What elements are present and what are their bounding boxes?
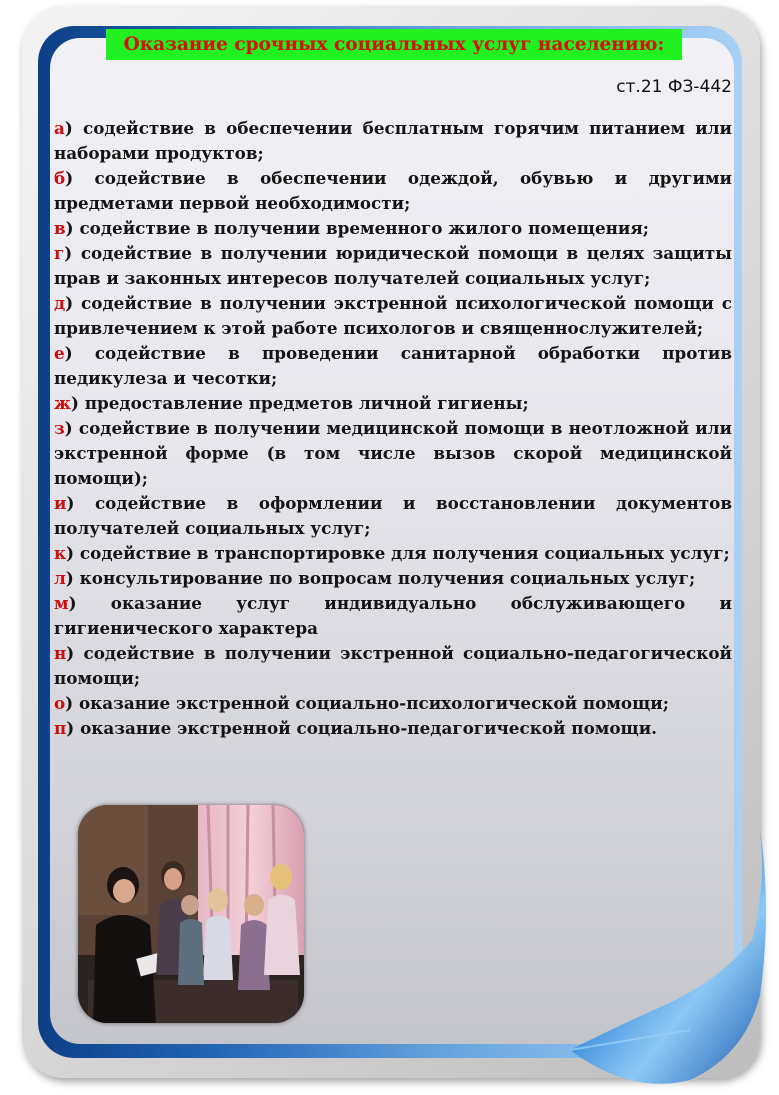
service-item [54, 166, 732, 216]
service-item [54, 591, 732, 641]
service-item [54, 116, 732, 166]
service-item [54, 341, 732, 391]
service-text: ) оказание экстренной социально-педагогической помощи. [66, 718, 657, 738]
page-title: Оказание срочных социальных услуг населению: [123, 34, 665, 55]
service-item [54, 216, 732, 241]
service-item [54, 541, 732, 566]
service-text: ) содействие в получении временного жилого помещения; [65, 218, 649, 238]
service-text: ) предоставление предметов личной гигиены; [70, 393, 529, 413]
service-letter: п [54, 718, 67, 738]
service-letter: о [54, 693, 66, 713]
service-item [54, 416, 732, 491]
service-letter: а [54, 118, 65, 138]
service-item [54, 691, 732, 716]
service-item [54, 566, 732, 591]
service-letter: д [54, 293, 66, 313]
service-letter: к [54, 543, 67, 563]
service-text: ) содействие в обеспечении одеждой, обувью и другими предметами первой необходимости; [54, 168, 732, 213]
title-banner [106, 29, 682, 60]
service-text: ) содействие в транспортировке для получения социальных услуг; [66, 543, 730, 563]
services-list [54, 116, 732, 741]
service-text: ) оказание услуг индивидуально обслуживающего и гигиенического характера [54, 593, 732, 638]
family-photo [78, 805, 304, 1023]
service-item [54, 241, 732, 291]
service-item [54, 716, 732, 741]
service-letter: е [54, 343, 65, 363]
service-letter: з [54, 418, 65, 438]
service-letter: в [54, 218, 66, 238]
service-text: ) содействие в оформлении и восстановлении документов получателей социальных услуг; [54, 493, 732, 538]
service-item [54, 291, 732, 341]
service-text: ) содействие в получении медицинской помощи в неотложной или экстренной форме (в том числе вызов скорой медицинской помощи); [54, 418, 732, 488]
photo-illustration [78, 805, 304, 1023]
service-letter: м [54, 593, 69, 613]
law-reference: ст.21 ФЗ-442 [616, 77, 732, 97]
service-letter: л [54, 568, 66, 588]
service-item [54, 391, 732, 416]
service-letter: г [54, 243, 65, 263]
service-letter: б [54, 168, 66, 188]
service-text: ) оказание экстренной социально-психологической помощи; [65, 693, 669, 713]
service-text: ) содействие в обеспечении бесплатным горячим питанием или наборами продуктов; [54, 118, 732, 163]
service-letter: ж [54, 393, 71, 413]
service-text: ) содействие в получении экстренной социально-педагогической помощи; [54, 643, 732, 688]
service-text: ) содействие в получении экстренной психологической помощи с привлечением к этой работе психологов и священнослужителей; [54, 293, 732, 338]
service-text: ) содействие в получении юридической помощи в целях защиты прав и законных интересов получателей социальных услуг; [54, 243, 732, 288]
page-curl-decoration [560, 790, 779, 1095]
service-item [54, 641, 732, 691]
service-letter: и [54, 493, 67, 513]
service-letter: н [54, 643, 67, 663]
service-item [54, 491, 732, 541]
service-text: ) консультирование по вопросам получения социальных услуг; [65, 568, 696, 588]
service-text: ) содействие в проведении санитарной обработки против педикулеза и чесотки; [54, 343, 732, 388]
